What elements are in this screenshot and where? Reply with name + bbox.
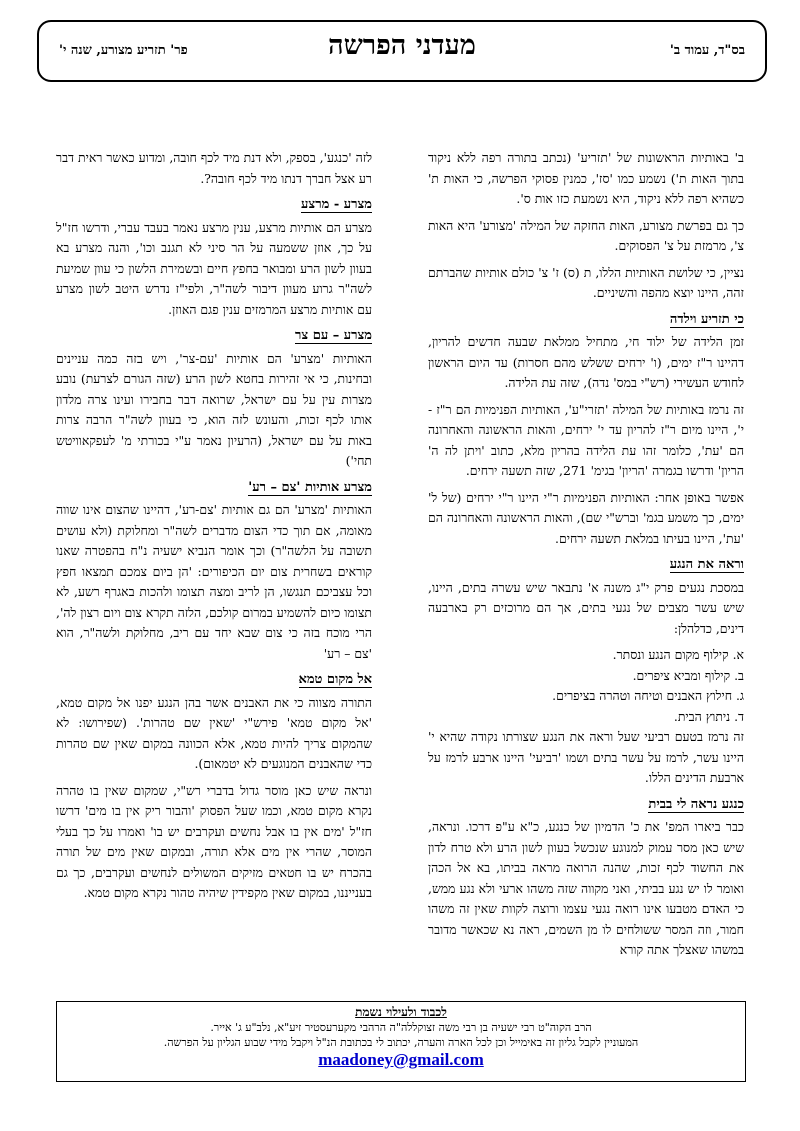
paragraph: זה נרמז בטעם רביעי שעל וראה את הנגע שצורתו נקודה שהיא י' היינו עשר, לרמז על עשר בתים ושמו 'רביעי' היינו ארבע לרמז על ארבעת הדינים הללו. <box>428 729 744 785</box>
section-heading: וראה את הנגע <box>669 557 744 572</box>
paragraph: האותיות 'מצרע' הם גם אותיות 'צם-רע', דהיינו שהצום אינו שווה מאומה, אם תוך כדי הצום מדברים לשה"ר ומחלוקת (ולא עושים תשובה על הלשה"ר) וכך אומר הנביא ישעיה נ"ח בהפטרה שאנו קוראים בשחרית צום יום הכיפורים: 'הן ביום צמכם תמצאו חפץ וכל עצביכם תנגשו, הן לריב ומצה תצומו ולהכות באגרף רשע, לא תצומו כיום להשמיע במרום קולכם, הלזה תקרא צום ויום רצון לה', הרי מוכח בזה כי צום שבא יחד עם ריב, מחלוקת ולשה"ר, הוא 'צם – רע' <box>56 502 372 661</box>
list-item: א. קילוף מקום הנגע ונסתר. <box>612 647 744 662</box>
list-item: ב. קילוף ומביא ציפרים. <box>632 667 744 683</box>
subscription-line: המעוניין לקבל גליון זה באימייל וכן לכל הארה והערה, יכתוב לי בכתובת הנ"ל ויקבל מידי שבוע הגליון על הפרשה. <box>163 1036 639 1049</box>
paragraph: במסכת נגעים פרק י"ג משנה א' נתבאר שיש עשרה בתים, היינו, שיש עשר מצבים של נגעי בתים, אך הם מרוכזים רק בארבעה דינים, כדלהלן: <box>428 579 744 636</box>
paragraph: לזה 'כנגע', בספק, ולא דנת מיד לכף חובה, ומדוע כאשר ראית דבר רע אצל חברך דנתו מיד לכף חובה?. <box>56 150 372 186</box>
laws-list <box>428 645 744 727</box>
paragraph: כבר ביארו המפ' את כ' הדמיון של כנגע, כ"א ע"פ דרכו. ונראה, שיש כאן מסר עמוק למנוגע שנכשל בעוון לשון הרע ולא טרח לדון את החשוד לכף זכות, שהנה הרואה מראה בביתו, בא אל הכהן ואומר לו יש נגע בביתי, ואני מקווה שזה משהו ארעי ולא נגע ממש, כי האדם מטבעו אינו רואה נגעי עצמו ורוצה לקוות שאין זה משהו חמור, וזה המסר ששולחים לו מן השמים, ראה נא שכאשר מדובר במשהו שאצלך אתה קורא <box>428 819 744 957</box>
paragraph: זה נרמז באותיות של המילה 'תזרי"ע', האותיות הפנימיות הם ר"ז - י', היינו מיום ר"ז להריון עד י' ירחים, והאות הראשונה והאחרונה הם 'עת', כלומר זהו עת הלידה בהריון מלא, כתוב 'ויתן לה ה' הריון' ודרשו בגמרה 'הריון' בגימ' 271, שזה תשעה ירחים. <box>428 401 744 478</box>
section-heading: מצרע - מרצע <box>301 197 372 212</box>
paragraph: ב' באותיות הראשונות של 'תזריע' (נכתב בתורה רפה ללא ניקוד בתוך האות ת') נשמע כמו 'סז', כמנין פסוקי הפרשה, כי האות ת' כשהיא רפה ללא ניקוד, היא נשמעת כזו אות ס'. <box>428 150 744 206</box>
paragraph: נציין, כי שלושת האותיות הללו, ת (ס) ז' צ' כולם אותיות שהברתם זהה, היינו יוצא מהפה והשיניים. <box>428 264 744 300</box>
section-heading: כנגע נראה לי בבית <box>648 796 744 812</box>
dedication-line: הרב הקוה"ט רבי ישעיה בן רבי משה זצוקללה"ה הרהבי מקערעסטיר זיע"א, נלב"ע ג' אייר. <box>210 1021 592 1034</box>
list-item: ד. ניתוץ הבית. <box>673 708 744 724</box>
paragraph: מצרע הם אותיות מרצע, ענין מרצע נאמר בעבד עברי, ודרשו חז"ל על כך, אוזן ששמעה על הר סיני לא תגנב וכו', והנה מצרע בא בעוון לשון הרע ומבואר בחפץ חיים ובשמירת הלשון כי עוון שמיעת לשה"ר גרוע מעוון דיבור לשה"ר, ולפי"ז נדרש היטב לשון מצרע עם אותיות מרצע המרמזים ענין פגם האוזן. <box>56 219 372 317</box>
paragraph: זמן הלידה של ילוד חי, מתחיל ממלאת שבעה חדשים להריון, דהיינו ר"ז ימים, (ו' ירחים ששלש מהם חסרות) עד היום הראשון לחודש העשירי (רש"י במס' נדה), שזה עת הלידה. <box>428 334 744 390</box>
dedication-title: לכבוד ולעילוי נשמת <box>355 1005 447 1019</box>
header-parsha-label: פר' תזריע מצורע, שנה י' <box>59 43 188 58</box>
list-item: ג. חילוץ האבנים וטיחה וטהרה בציפרים. <box>552 688 744 703</box>
dedication-box <box>56 1001 746 1082</box>
paragraph: האותיות 'מצרע' הם אותיות 'עם-צר', ויש בזה כמה עניינים ובחינות, כי אי זהירות בחטא לשון הרע (שזה הגורם לצרעת) נובע מצרות עין על עם ישראל, שרואה דבר בחבירו ועינו צרה מלדון אותו לכף זכות, והעונש לזה הוא, כי בעוון לשה"ר הרבה צרות באות על עם ישראל, (הרעיון נאמר ע"י בכורתי מ' לעפקאוויטש תחי') <box>56 350 372 468</box>
right-column <box>428 148 744 967</box>
section-heading: מצרע – עם צר <box>294 328 372 343</box>
paragraph: אפשר באופן אחר: האותיות הפנימיות ר"י היינו ר"י ירחים (של ל' ימים, כך משמע בגמ' וברש"י שם), והאות הראשונה והאחרונה הם 'עת', היינו בעיתו במלאת תשעה ירחים. <box>428 489 744 546</box>
section-heading: אל מקום טמא <box>298 672 372 687</box>
page-title: מעדני הפרשה <box>328 30 476 61</box>
left-column <box>56 148 372 910</box>
paragraph: ונראה שיש כאן מוסר גדול בדברי רש"י, שמקום שאין בו טהרה נקרא מקום טמא, וכמו שעל הפסוק 'והבור ריק אין בו מים' דרשו חז"ל 'מים אין בו אבל נחשים ועקרבים יש בו' ואמרו על כך בעלי המוסר, שהרי אין מים אלא תורה, ובמקום שאין מים של תורה בהכרח יש בו חטאים מזיקים המשולים לנחשים ועקרבים, כך גם בענייננו, במקום שאין מקפידין שיהיה טהור נקרא מקום טמא. <box>56 782 372 900</box>
email-link[interactable]: maadoney@gmail.com <box>318 1050 484 1069</box>
header-frame <box>37 20 767 82</box>
section-heading: כי תזריע וילדה <box>669 311 744 327</box>
section-heading: מצרע אותיות 'צם – רע' <box>248 479 372 495</box>
paragraph: כך גם בפרשת מצורע, האות החזקה של המילה 'מצורע' היא האות צ', מרמזת על צ' הפסוקים. <box>428 217 744 253</box>
paragraph: התורה מצווה כי את האבנים אשר בהן הנגע יפנו אל מקום טמא, 'אל מקום טמא' פירש"י 'שאין שם טהרות'. (שפירושו: לא שהמקום צריך להיות טמא, אלא הכוונה במקום שאין שם טהרות כדי שהאבנים המנוגעים לא יטמאום). <box>56 694 372 771</box>
header-page-label: בס"ד, עמוד ב' <box>669 43 745 58</box>
